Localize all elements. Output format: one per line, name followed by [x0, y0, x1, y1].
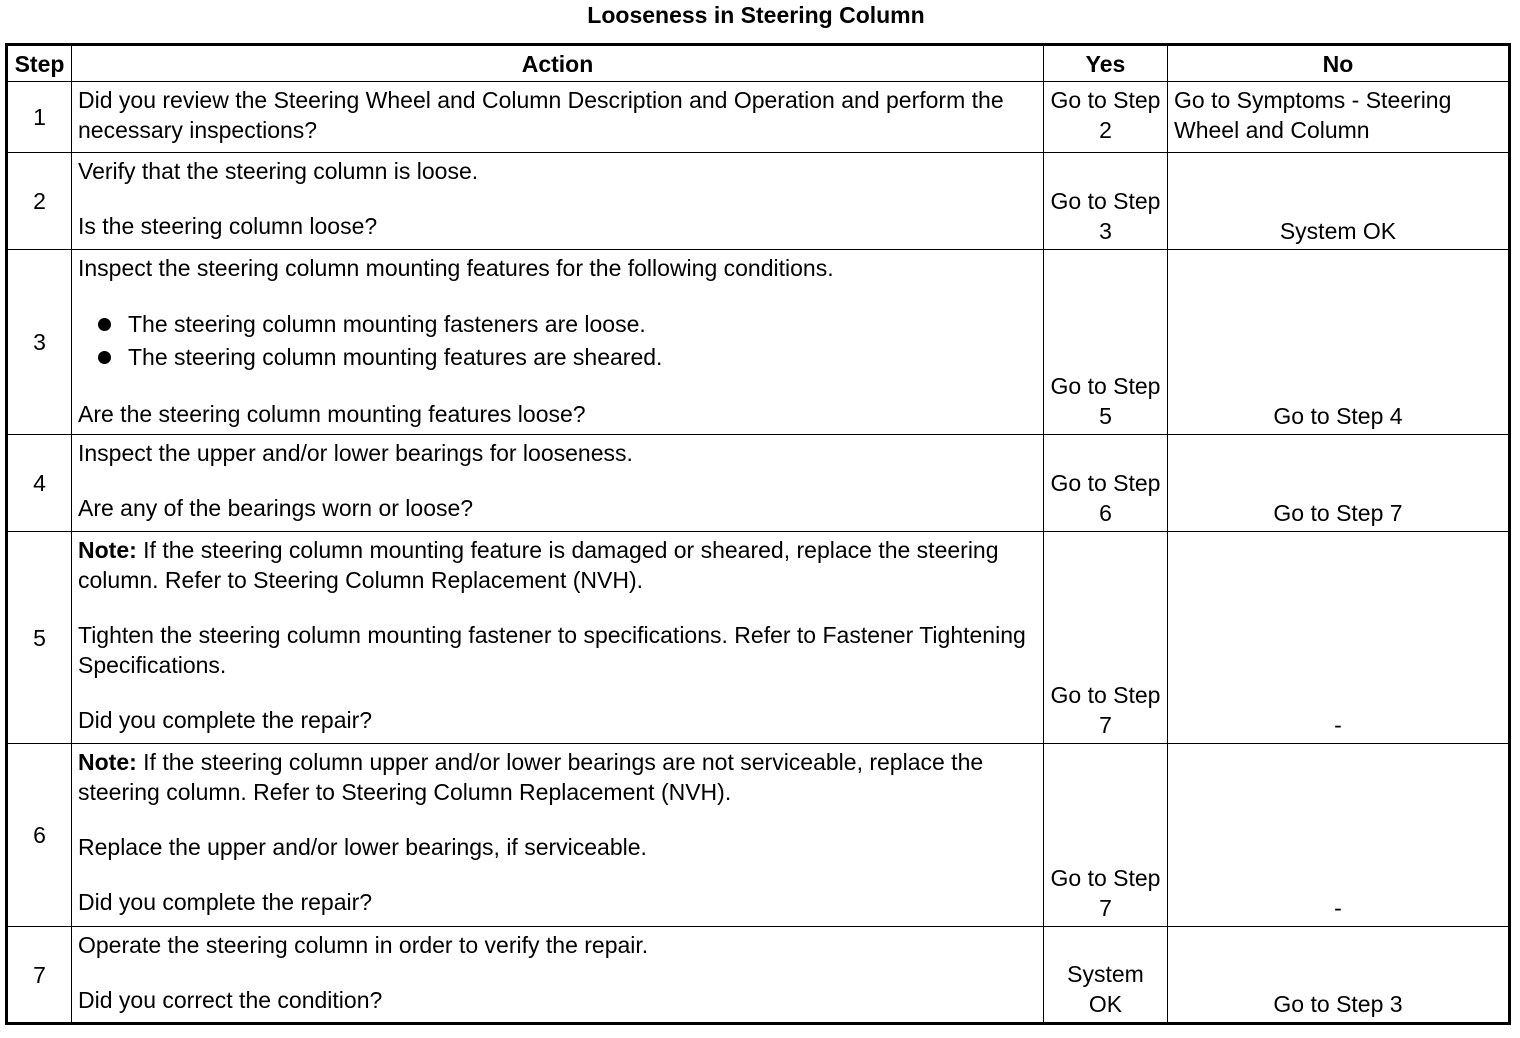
action-cell: [72, 744, 1044, 927]
list-item: The steering column mounting features are sheared.: [78, 341, 1037, 374]
action-cell: [72, 927, 1044, 1024]
step-number: 4: [7, 435, 72, 532]
action-text: Replace the upper and/or lower bearings, if serviceable.: [78, 834, 647, 860]
note-label: Note:: [78, 749, 137, 775]
table-row: [7, 82, 1510, 153]
no-cell: Go to Step 3: [1168, 927, 1510, 1024]
action-cell: [72, 250, 1044, 435]
table-row: [7, 153, 1510, 250]
yes-cell: Go to Step 6: [1044, 435, 1168, 532]
action-question: Did you complete the repair?: [78, 889, 373, 915]
yes-cell: Go to Step 2: [1044, 82, 1168, 153]
note-text: If the steering column mounting feature is damaged or sheared, replace the steering column. Refer to Steering Column Replacement (NVH).: [78, 537, 999, 593]
table-row: [7, 250, 1510, 435]
table-row: [7, 744, 1510, 927]
yes-cell: System OK: [1044, 927, 1168, 1024]
action-cell: [72, 435, 1044, 532]
condition-list: [78, 308, 1037, 374]
action-question: Are the steering column mounting features loose?: [78, 401, 586, 427]
action-question: Did you complete the repair?: [78, 707, 373, 733]
note-paragraph: [78, 747, 1037, 807]
action-text: Verify that the steering column is loose.: [78, 158, 479, 184]
step-number: 7: [7, 927, 72, 1024]
table-row: [7, 532, 1510, 744]
header-yes: Yes: [1044, 45, 1168, 82]
no-cell: -: [1168, 532, 1510, 744]
action-cell: [72, 82, 1044, 153]
action-question: Is the steering column loose?: [78, 213, 378, 239]
header-step: Step: [7, 45, 72, 82]
yes-cell: Go to Step 5: [1044, 250, 1168, 435]
no-cell: Go to Symptoms - Steering Wheel and Column: [1168, 82, 1510, 153]
step-number: 6: [7, 744, 72, 927]
no-cell: Go to Step 4: [1168, 250, 1510, 435]
action-text: Did you review the Steering Wheel and Column Description and Operation and perform the necessary inspections?: [78, 87, 1004, 143]
no-cell: Go to Step 7: [1168, 435, 1510, 532]
no-cell: System OK: [1168, 153, 1510, 250]
list-item: The steering column mounting fasteners are loose.: [78, 308, 1037, 341]
step-number: 1: [7, 82, 72, 153]
header-action: Action: [72, 45, 1044, 82]
header-no: No: [1168, 45, 1510, 82]
no-cell: -: [1168, 744, 1510, 927]
action-text: Tighten the steering column mounting fastener to specifications. Refer to Fastener Tightening Specifications.: [78, 622, 1026, 678]
action-cell: [72, 153, 1044, 250]
yes-cell: Go to Step 7: [1044, 532, 1168, 744]
note-paragraph: [78, 535, 1037, 595]
action-text: Inspect the steering column mounting features for the following conditions.: [78, 255, 834, 281]
yes-cell: Go to Step 3: [1044, 153, 1168, 250]
action-text: Inspect the upper and/or lower bearings for looseness.: [78, 440, 633, 466]
page-title: Looseness in Steering Column: [587, 2, 925, 28]
table-header-row: [7, 45, 1510, 82]
note-label: Note:: [78, 537, 137, 563]
note-text: If the steering column upper and/or lower bearings are not serviceable, replace the steering column. Refer to Steering Column Replacement (NVH).: [78, 749, 984, 805]
step-number: 3: [7, 250, 72, 435]
step-number: 2: [7, 153, 72, 250]
yes-cell: Go to Step 7: [1044, 744, 1168, 927]
action-question: Did you correct the condition?: [78, 987, 383, 1013]
table-row: [7, 435, 1510, 532]
step-number: 5: [7, 532, 72, 744]
diagnostic-table: [5, 43, 1511, 1025]
action-text: Operate the steering column in order to verify the repair.: [78, 932, 649, 958]
table-row: [7, 927, 1510, 1024]
action-cell: [72, 532, 1044, 744]
action-question: Are any of the bearings worn or loose?: [78, 495, 474, 521]
